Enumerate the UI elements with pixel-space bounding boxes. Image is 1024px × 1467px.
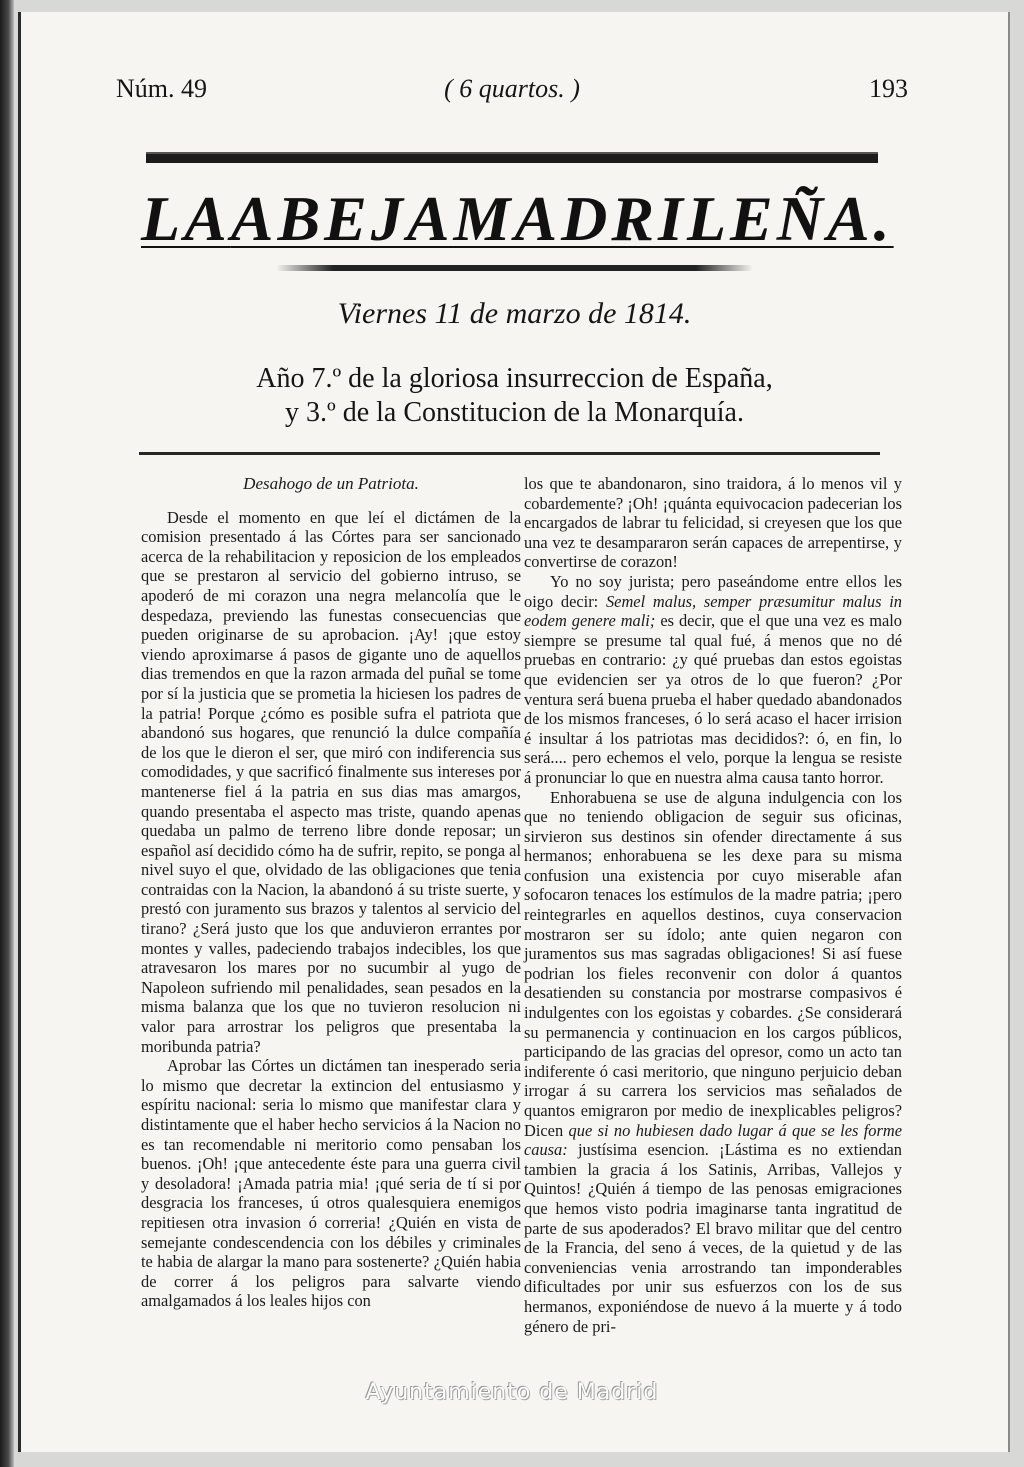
section-rule: [139, 452, 880, 455]
text-run: es decir, que el que una vez es malo siempre se presume tal qual fué, á menos que no dé pruebas en contrario: ¿y qué pruebas dan estos egoistas que evidencien ser ya otros de lo que fueron? ¿Por ventura será buena prueba el haber quedado abandonados de los mismos franceses, ó lo será acaso el hacer irrision é insultar á los patriotas mas decididos?: ó, en fin, lo será.... pero echemos el velo, porque la lengua se resiste á pronunciar lo que en nuestra alma causa tanto horror.: [524, 611, 902, 787]
masthead-word: MADRILEÑA.: [453, 183, 894, 254]
article-title: Desahogo de un Patriota.: [243, 474, 419, 493]
epoch-line: [21, 362, 1008, 430]
dateline: Viernes 11 de marzo de 1814.: [337, 297, 692, 330]
latin-quote: Semel malus, semper præsumitur malus in eodem genere mali;: [524, 591, 902, 631]
newspaper-page: [18, 12, 1010, 1452]
text-run: justísima esencion. ¡Lástima es no extiendan tambien la gracia á los Satinis, Arribas, Vallejos y Quintos! ¿Quién á tiempo de las penosas emigraciones que hemos visto podria imaginarse tanta ingratitud de parte de sus apoderados? El bravo militar que del centro de la Francia, del seno á veces, de la quietud y de las conveniencias venia arrostrando tan imponderables dificultades por unir sus esfuerzos con los de sus hermanos, exponiéndose de nuevo á la muerte y á todo género de pri-: [524, 1140, 902, 1336]
article-paragraph: [524, 788, 902, 1337]
article-column-right: [524, 474, 902, 1336]
article-paragraph: Desde el momento en que leí el dictámen de la comision presentado á las Córtes para ser sancionado acerca de la rehabilitacion y reposicion de los empleados que se prestaron al servicio del gobierno intruso, se apoderó de mi corazon una negra melancolía que le despedaza, previendo las funestas consecuencias que pueden originarse de su aprobacion. ¡Ay! ¡que estoy viendo aproximarse á pasos de gigante uno de aquellos dias tremendos en que la razon armada del puñal se tome por sí la justicia que se prometia la hiciesen los padres de la patria! Porque ¿cómo es posible sufra el patriota que abandonó sus hogares, que renunció la dulce compañía de los que le dieron el ser, que miró con indiferencia sus comodidades, y que sacrificó finalmente sus intereses por mantenerse fiel á la patria en sus dias mas amargos, quando presentaba el aspecto mas triste, quando apenas quedaba un palmo de terreno libre donde reposar; un español así decidido cómo ha de sufrir, repito, se ponga al nivel suyo el que, olvidado de las obligaciones que tenia contraidas con la Nacion, la abandonó á su triste suerte, y prestó con juramento sus brazos y talentos al servicio del tirano? ¿Será justo que los que anduvieron errantes por montes y valles, padeciendo trabajos indecibles, los que atravesaron los mares por no sucumbir al yugo de Napoleon sufriendo mil penalidades, sean pesados en la misma balanza que los que no tuvieron resolucion ni valor para arrostrar los peligros que presentaba la moribunda patria?: [141, 507, 521, 1056]
text-run: Yo no soy jurista; pero paseándome entre ellos les oigo decir:: [524, 571, 902, 611]
page-number: 193: [869, 74, 908, 103]
masthead-title: [141, 182, 894, 256]
header-rule: [146, 152, 878, 163]
issue-price: ( 6 quartos. ): [444, 74, 580, 103]
article-paragraph: los que te abandonaron, sino traidora, á lo menos vil y cobardemente? ¡Oh! ¡quánta equivocacion padecerian los encargados de labrar tu felicidad, si creyesen que los que una vez te desampararon serán capaces de arrepentirse, y convertirse de corazon!: [524, 474, 902, 572]
masthead-word: ABEJA: [230, 183, 454, 254]
article-column-left: [141, 474, 521, 1311]
article-paragraph: Aprobar las Córtes un dictámen tan inesperado seria lo mismo que decretar la extincion del entusiasmo y espíritu nacional: seria lo mismo que manifestar clara y distintamente que el haber hecho servicios á la Nacion no es tan recomendable ni meritorio como pensaban los buenos. ¡Oh! ¡que antecedente éste para una guerra civil y desoladora! ¡Amada patria mia! ¡qué seria de tí si por desgracia los franceses, ú otros qualesquiera enemigos repitiesen otra invasion ó correria! ¿Quién en vista de semejante condescendencia con los débiles y criminales te habia de alargar la mano para sostenerte? ¿Quién habia de correr á los peligros para salvarte viendo amalgamados á los leales hijos con: [141, 1056, 521, 1311]
issue-number: Núm. 49: [116, 74, 207, 103]
ornament-rule: [276, 265, 753, 271]
library-watermark: Ayuntamiento de Madrid: [365, 1380, 659, 1405]
book-binding-edge: [0, 0, 14, 1467]
epoch-line-2: y 3.º de la Constitucion de la Monarquía.: [285, 397, 744, 428]
italic-quote: que si no hubiesen dado lugar á que se les forme causa:: [524, 1120, 902, 1160]
masthead-word: LA: [141, 183, 231, 254]
text-run: Enhorabuena se use de alguna indulgencia con los que no teniendo obligacion de seguir sus oficinas, sirvieron sus destinos sin ofender directamente á sus hermanos; enhorabuena se les dexe para su misma confusion una existencia por cuyo miserable afan sofocaron tenaces los estímulos de la madre patria; ¡pero reintegrarles en aquellos destinos, cuya conservacion mostraron ser su ídolo; ante quien negaron con juramentos sus mas sagradas obligaciones! Si así fuese podrian los fieles reconvenir con dolor á quantos desatienden su constancia por mostrarse compasivos é indulgentes con los egoistas y cobardes. ¿Se considerará su permanencia y continuacion en los cargos públicos, participando de las gracias del opresor, como un acto tan indiferente ó casi meritorio, que ninguno perjuicio deban irrogar á su carrera los servicios mas señalados de quantos emigraron por medio de inexplicables peligros? Dicen: [524, 787, 902, 1140]
epoch-line-1: Año 7.º de la gloriosa insurreccion de España,: [256, 363, 773, 394]
article-paragraph: [524, 572, 902, 788]
